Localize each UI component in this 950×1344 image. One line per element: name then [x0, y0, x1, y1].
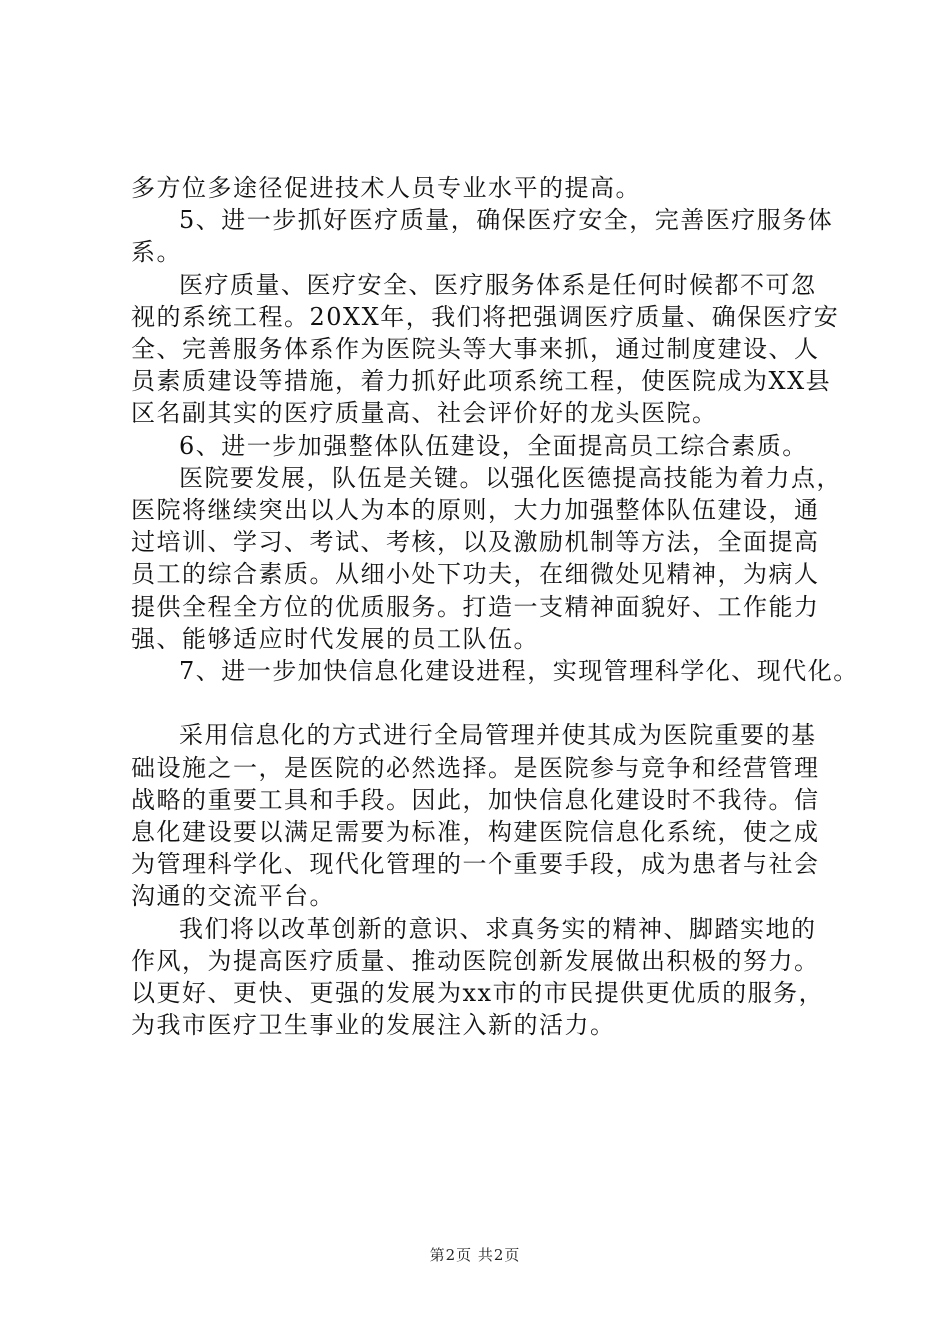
text-line: 沟通的交流平台。 [131, 882, 335, 911]
text-line: 员工的综合素质。从细小处下功夫，在细微处见精神，为病人 [131, 560, 820, 589]
text-line: 全、完善服务体系作为医院头等大事来抓，通过制度建设、人 [131, 335, 820, 364]
text-line: 过培训、学习、考试、考核，以及激励机制等方法，全面提高 [131, 528, 820, 557]
text-line: 以更好、更快、更强的发展为xx市的市民提供更优质的服务， [131, 979, 825, 1008]
text-line: 医院要发展，队伍是关键。以强化医德提高技能为着力点， [179, 463, 842, 492]
text-line: 员素质建设等措施，着力抓好此项系统工程，使医院成为XX县 [131, 367, 832, 396]
text-line: 为管理科学化、现代化管理的一个重要手段，成为患者与社会 [131, 850, 820, 879]
text-line: 系。 [131, 238, 182, 267]
text-line: 础设施之一，是医院的必然选择。是医院参与竞争和经营管理 [131, 753, 820, 782]
document-body [131, 172, 859, 1041]
text-line: 6、进一步加强整体队伍建设，全面提高员工综合素质。 [179, 431, 808, 460]
text-line: 战略的重要工具和手段。因此，加快信息化建设时不我待。信 [131, 785, 820, 814]
text-line: 医院将继续突出以人为本的原则，大力加强整体队伍建设，通 [131, 496, 820, 525]
text-line: 区名副其实的医疗质量高、社会评价好的龙头医院。 [131, 399, 718, 428]
text-line: 视的系统工程。20XX年，我们将把强调医疗质量、确保医疗安 [131, 302, 840, 331]
text-line: 息化建设要以满足需要为标准，构建医院信息化系统，使之成 [131, 818, 820, 847]
page-footer: 第2页 共2页 [429, 1246, 521, 1264]
text-line: 医疗质量、医疗安全、医疗服务体系是任何时候都不可忽 [179, 270, 817, 299]
text-line: 为我市医疗卫生事业的发展注入新的活力。 [131, 1011, 616, 1040]
text-line: 采用信息化的方式进行全局管理并使其成为医院重要的基 [179, 721, 817, 750]
blank-line [131, 687, 846, 719]
text-line: 我们将以改革创新的意识、求真务实的精神、脚踏实地的 [179, 914, 817, 943]
text-line: 提供全程全方位的优质服务。打造一支精神面貌好、工作能力 [131, 592, 820, 621]
text-line: 7、进一步加快信息化建设进程，实现管理科学化、现代化。 [179, 657, 859, 686]
text-line: 多方位多途径促进技术人员专业水平的提高。 [131, 174, 641, 202]
text-line: 作风，为提高医疗质量、推动医院创新发展做出积极的努力。 [131, 946, 820, 975]
text-line: 强、能够适应时代发展的员工队伍。 [131, 624, 539, 653]
text-line: 5、进一步抓好医疗质量，确保医疗安全，完善医疗服务体 [179, 206, 834, 235]
